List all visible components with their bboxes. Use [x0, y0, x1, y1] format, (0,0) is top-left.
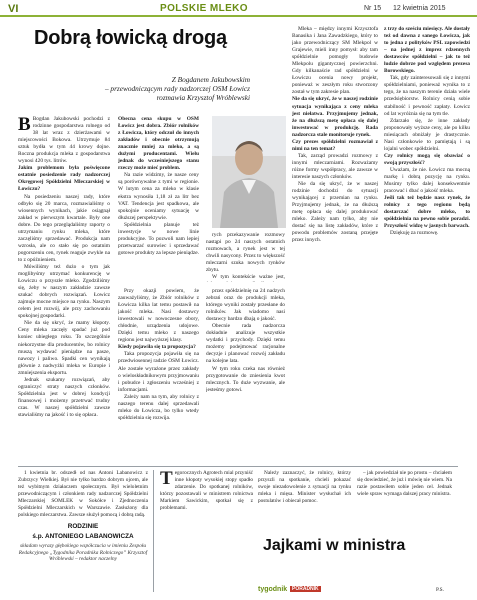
- paragraph: Obecnie rada nadzorcza dokładnie analizuje wszystkie wydatki i przychody. Dzięki temu możemy podejmować racjonalne decyzje i planować rozwój zakładu na kolejne lata.: [206, 323, 285, 365]
- paragraph: Przy okazji powiem, że zauważyliśmy, że Zbiór rolników z Łowicza kilka lat temu postawił na jakość mleka. Nasi dostawcy inwestowali w nowoczesne obory, chłodnie, urządzenia udojowe. Dzięki temu mleko z naszego regionu jest najwyższej klasy.: [118, 288, 199, 344]
- paragraph: Spółdzielnia planuje też inwestycje w nowe linie produkcyjne. To pozwoli nam lepiej przetwarzać surowiec i sprzedawać gotowe produkty za lepsze pieniądze.: [118, 221, 199, 256]
- page-header: [0, 0, 477, 22]
- feuilleton-column-2: [258, 470, 351, 532]
- issue-number: Nr 15: [364, 5, 382, 12]
- article-column-3: [206, 232, 285, 282]
- postscript: P.S.: [436, 587, 444, 593]
- question: Jeśli tak też będzie nasz rynek, że rolnicy z tego regionu będą dostarczać dobre mleko, to spółdzielnia na pewno sobie poradzi. Przyszłość widzę w jasnych barwach.: [384, 195, 470, 230]
- article-column-4: [292, 26, 378, 488]
- condolence-notice: [18, 470, 148, 590]
- paragraph: Bogdan Jakubowski pochodzi z rodzinne gospodarstwa rolnego od 38 lat wraz z dzierżawami w miejscowości Bokowa. Utrzymuje 84 sztuk bydła w tym 44 krowy dojne. Roczna produkcja mleka z gospodarstwa wynosi 420 tys. litrów.: [18, 116, 110, 165]
- article-title: Dobrą łowicką drogą: [34, 27, 227, 49]
- question: z trzy do sześciu miesięcy. Ale dostały też od dawna z sanego Łowicza, jak to jedna z polityków PSL zapowiedzi – na jednej z imprez rdzennych dostawców spółdzielni – jak to też ludzie dobrze pod względem prezesa Borowskiego.: [384, 26, 470, 75]
- header-rule: [0, 15, 477, 17]
- paragraph: Taka propozycja pojawiła się na przedwiosennej radzie OSM Łowicz. Ale zostałe wyrażone przez zakłady o wieloskładnikowym przyjmowaniu i pobudce i zgłoszeniu wcześniej z informacjami.: [118, 351, 199, 393]
- notice-footer: składam wyrazy głębokiego współczucia w imieniu Zespołu Redakcyjnego „Tygodnika Poradnika Rolniczego” Krzysztof Wróblewski – redaktor naczelny: [18, 543, 148, 562]
- paragraph: Na posiedzeniu naszej rady, które odbyło się 20 marca, rozmawialiśmy o wiosennych wynikach, jakie osiągnął zakład w pierwszym kwartale. Były one dobre. Do tego przeglądaliśmy raporty o utrzymaniu rynku mleka, które zaczęliśmy sprzedawać. Produkcja nam wzrosła, ale co stało się po ostatnim pogorszeniu cen, rynek reaguje zwykle na to z opóźnieniem.: [18, 193, 110, 263]
- paragraph: Dziękuję za rozmowę.: [390, 230, 439, 237]
- tygodnik-logo: tygodnik: [258, 586, 288, 593]
- question: Jakim problemom była poświęcone ostatnie posiedzenie rady nadzorczej Okręgowej Spółdzielni Mleczarskiej w Łowiczu?: [18, 165, 110, 193]
- article-column-5: [384, 26, 470, 488]
- paragraph: Uważam, że nie. Łowicz ma mocną markę i dobrą pozycję na rynku. Musimy tylko dalej konsekwentnie pracować i dbać o jakość mleka.: [384, 166, 470, 195]
- drop-cap: B: [18, 116, 31, 135]
- column-divider: [153, 470, 154, 592]
- paragraph: Nie da się ukryć, że mamy kłopoty. Ceny mleka zaczęły spadać już pod koniec ubiegłego roku. To szczególnie niekorzystne dla producentów, bo rolnicy muszą wydawać pieniądze na pasze, nawozy i paliwo. Spadki cen wynikają głównie z nadwyżki mleka w Europie i zmniejszenia eksportu.: [18, 320, 110, 376]
- paragraph: Tak, zarząd prowadzi rozmowy z innymi mleczarniami. Rozważamy różne formy współpracy, ale zawsze w interesie naszych członków.: [292, 152, 378, 180]
- paragraph: Zależy nam na tym, aby rolnicy z naszego terenu dalej sprzedawali mleko do Łowicza, bo tylko wtedy spółdzielnia się rozwija.: [118, 393, 199, 421]
- notice-heading: RODZINIE: [67, 523, 99, 530]
- section-title: POLSKIE MLEKO: [160, 3, 248, 14]
- question: Czy prezes spółdzielni rozmawiał z nimi na ten temat?: [292, 138, 378, 152]
- portrait-image: [212, 116, 286, 228]
- feuilleton-column-1: [160, 470, 253, 592]
- paragraph: Należy zaznaczyć, że rolnicy, którzy przyszli na spotkanie, chcieli pokazać swoje niezadowolenie z sytuacji na rynku mleka i mięsa. Minister wysłuchał ich postulatów i obiecał pomoc.: [258, 470, 351, 504]
- paragraph: W tym roku czeka nas również przygotowanie do zniesienia kwot mlecznych. To duże wyzwanie, ale jesteśmy gotowi.: [206, 365, 285, 393]
- paragraph: Na razie widzimy, że nasze ceny są porównywalne z tymi w regionie. W lutym cena za mleko w klasie ekstra wynosiła 1,18 zł za litr bez VAT. Tendencja jest spadkowa, ale spokojnie oceniamy sytuację w dłuższej perspektywie.: [118, 172, 199, 221]
- notice-name: ś.p. ANTONIEGO LABANOWICZA: [32, 533, 134, 540]
- interviewee-photo: [212, 116, 286, 228]
- article-subtitle-interviewee: Z Bogdanem Jakubowskim: [171, 75, 250, 84]
- paragraph: Jednak szukamy rozwiązań, aby ograniczyć straty naszych członków. Spółdzielnia jest w dobrej kondycji finansowej i możemy przetrwać trudny czas. W naszej spółdzielni zawsze stawialiśmy na jakość i to się opłaca.: [18, 376, 110, 418]
- question: Czy rolnicy mogą się obawiać o swoją przyszłość?: [384, 152, 470, 166]
- page-number: VI: [8, 3, 19, 15]
- issue-date: 12 kwietnia 2015: [393, 5, 446, 12]
- question: Nie da się ukryć, że w naszej rodzinie sytuacja wynikająca z ceny mleka jest niełatwa. Przyjmujemy jednak, że na dłuższą metę opłaca się dalej inwestować w produkcję. Rada nadzorcza stale monitoruje rynek.: [292, 96, 378, 138]
- drop-cap: T: [160, 470, 173, 489]
- poradnik-logo: PORADNIK: [292, 586, 319, 592]
- paragraph: Nie da się ukryć, że w naszej rodzinie dochodzi do sytuacji wynikającej z przemian na rynku. Przyjmujemy jednak, że na dłuższą metę opłaca się dalej produkować mleko. Zależy nam tylko, aby nie dostać się na listę zakładów, które z powodu problemów zostaną przejęte przez innych.: [292, 181, 378, 244]
- article-subtitle-role: – przewodniczącym rady nadzorczej OSM Łowicz: [104, 84, 250, 93]
- paragraph: przez spółdzielnię na 24 nadzych zebrań oraz do produkcji mleka, którego wyniki zostały przesłane do rolników. Jak wiadomo nasi dostawcy bardzo dbają o jakość.: [206, 288, 285, 323]
- paragraph: W tym kontekście ważne jest,: [212, 274, 285, 281]
- paragraph: – jak powiedział nie po prostu – chciałem się dowiedzieć, że już i mówię nie wiem. Na razie postawiłem sobie jeden cel. Jednak wiele spraw wymaga dalszej pracy ministra.: [357, 470, 452, 497]
- paragraph: egorocznych Agrotech mial przyniść inne kłopoty wysokiej stopy spadło zdarzenie. Do spotkanej rolników, którzy pozostawali w ministrem rolnictwa Markiem Sawickim, spotkał się z problemami.: [160, 470, 253, 511]
- paragraph: rych przekazywanie rozmowy nastąpi po 24 naszych ostatnich rozmowach, a rynek jest w tej chwili nasycony. Przez to większość mleczarni szuka nowych rynków zbytu.: [206, 232, 285, 274]
- question: Kiedy pojawiła się ta propozycja?: [118, 344, 196, 351]
- feuilleton-title: Jajkami w ministra: [263, 537, 406, 554]
- paragraph: Mówiliśmy też dużo o tym jak moglibyśmy utrzymać konkurencję w Łowiczu o przyszłe mleko. Zgodziliśmy się, żeby w naszym zakładzie zawsze szukać dobrych rozwiązań. Łowicz zajmuje mocne miejsce na rynku. Naszym celem jest rozwój, ale przy zachowaniu spokojnej gospodarki.: [18, 263, 110, 320]
- paragraph: Zdarzało się, że inne zakłady proponowały wyższe ceny, ale po kilku miesiącach obniżały je drastycznie. Nasi członkowie to pamiętają i są lojalni wobec spółdzielni.: [384, 117, 470, 152]
- paragraph: Mleka – między innymi Krzysztofa Banasika i Jana Zawadzkiego, który to jako przewodniczący SM Mlekpol w Grajewie, mieli inny pomysł: aby tam spółdzielnie pomogły budowie Mlekpolu gigantycznej powierzchni. Gdy kilkanaście rad spółdzielni w Łowiczu ocenia nowy projekt, ponieważ w zeszłym roku stworzony został w tym zakresie plan.: [292, 26, 378, 96]
- article-subtitle-author: rozmawia Krzysztof Wróblewski: [156, 93, 250, 102]
- question: Obecna cena skupu w OSM Łowicz jest dobra. Zbiór rolników z Łowicza, który odczuł do innych zakładów i obecnie otrzymują znacznie mniej za mleko, a są dużymi producentami. Wielu jednak do wcześniejszego stanu rzeczy może mieć problem.: [118, 116, 199, 172]
- feuilleton-column-3: [357, 470, 452, 592]
- notice-text: 1 kwietnia br. odszedł od nas Antoni Labanowicz z Zubrzycy Wielkiej. Był nie tylko bardzo dobrym ojcem, ale też wybitnym działaczem społecznym. Był wieloletnim przewodniczącym i członkiem rady nadzorczej Spółdzielni Mleczarskiej SOMLEK w Sokółce i Zjednoczenia Spółdzielni Mleczarskich w Warszawie. Zasłużony dla polskiego mleczarstwa. Zawsze służył pomocą i dobrą radą.: [18, 470, 148, 518]
- article-column-2: [118, 116, 199, 282]
- paragraph: Tak, gdy zainteresowali się z innymi spółdzielniami, ponieważ wynika to z tego, że na naszym terenie działa wiele przedsiębiorstw. Rolnicy cenią sobie stabilność i pewność zapłaty. Łowicz od lat wyróżnia się na tym tle.: [384, 75, 470, 117]
- section-divider: [18, 466, 458, 467]
